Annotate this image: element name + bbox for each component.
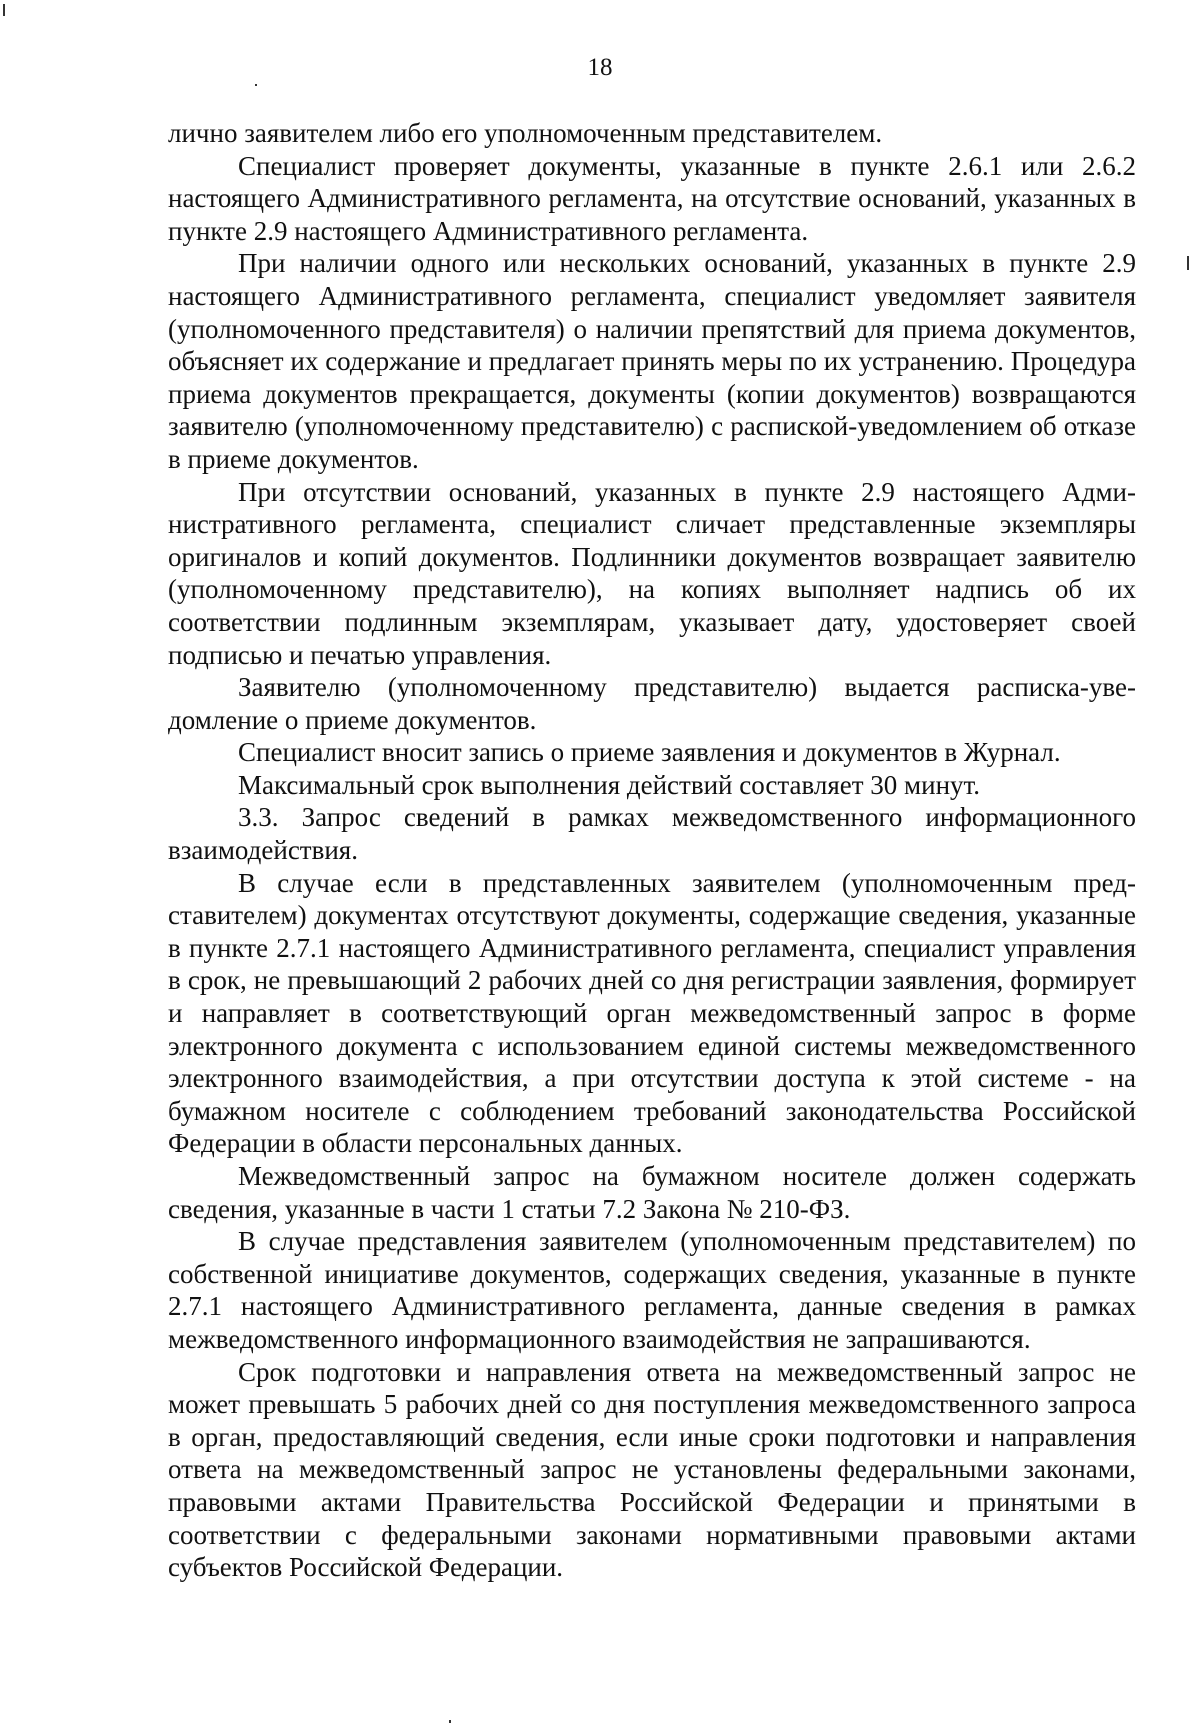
page-number: 18 — [587, 54, 613, 81]
paragraph: Специалист проверяет документы, указанные в пункте 2.6.1 или 2.6.2 настоящего Административного регламента, на отсутствие оснований, указанных в пункте 2.9 настоящего Административного регламента. — [168, 150, 1136, 246]
scan-artifact-right — [1187, 256, 1189, 270]
paragraph: В случае представления заявителем (уполномоченным представителем) по собственной инициативе документов, содержащих сведения, указанные в пункте 2.7.1 настоящего Административного регламента, данные сведения в рамках межведомственного информационного взаимодействия не запрашиваются. — [168, 1226, 1136, 1354]
paragraph: Максимальный срок выполнения действий составляет 30 минут. — [238, 769, 981, 800]
paragraph: При наличии одного или нескольких оснований, указанных в пункте 2.9 настоящего Административного регламента, специалист уведомляет заявителя (уполномоченного представителя) о наличии препятствий для приема документов, объясняет их содержание и предлагает принять меры по их устранению. Процедура приема документов прекращается, документы (копии документов) возвращаются заявителю (уполномоченному представителю) с распиской-уведомлением об отказе в приеме документов. — [168, 248, 1136, 474]
paragraph: лично заявителем либо его уполномоченным представителем. — [168, 118, 883, 148]
paragraph: Межведомственный запрос на бумажном носителе должен содержать сведения, указанные в части 1 статьи 7.2 Закона № 210-ФЗ. — [168, 1161, 1136, 1224]
paragraph: Срок подготовки и направления ответа на межведомственный запрос не может превышать 5 рабочих дней со дня поступления межведомственного запроса в орган, предоставляющий сведения, если иные сроки подготовки и направления ответа на межведомственный запрос не установлены федеральными законами, правовыми актами Правительства Российской Федерации и принятыми в соответствии с федеральными законами нормативными правовыми актами субъектов Российской Федерации. — [168, 1356, 1136, 1583]
paragraph: Заявителю (уполномоченному представителю) выдается расписка-уведомление о приеме документов. — [168, 672, 1136, 735]
paragraph: Специалист вносит запись о приеме заявления и документов в Журнал. — [238, 737, 1061, 768]
scan-artifact-dot — [255, 84, 257, 86]
paragraph: В случае если в представленных заявителем (уполномоченным представителем) документах отсутствуют документы, содержащие сведения, указанные в пункте 2.7.1 настоящего Административного регламента, специалист управления в срок, не превышающий 2 рабочих дней со дня регистрации заявления, формирует и направляет в соответствующий орган межведомственный запрос в форме электронного документа с использованием единой системы межведомственного электронного взаимодействия, а при отсутствии доступа к этой системе - на бумажном носителе с соблюдением требований законодательства Российской Федерации в области персональных данных. — [168, 867, 1136, 1159]
section-heading: 3.3. Запрос сведений в рамках межведомственного информационного взаимодействия. — [168, 802, 1136, 866]
scan-artifact-left — [3, 4, 5, 16]
paragraph: При отсутствии оснований, указанных в пункте 2.9 настоящего Административного регламента, специалист сличает представленные экземпляры оригиналов и копий документов. Подлинники документов возвращает заявителю (уполномоченному представителю), на копиях выполняет надпись об их соответствии подлинным экземплярам, указывает дату, удостоверяет своей подписью и печатью управления. — [168, 476, 1136, 670]
document-body — [168, 117, 1136, 1584]
